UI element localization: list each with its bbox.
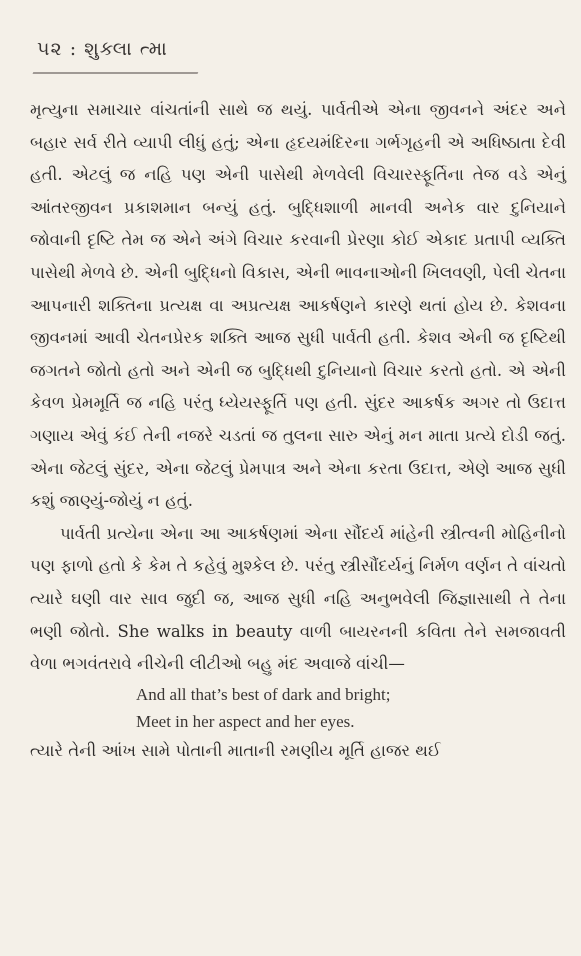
poem-quote — [30, 681, 566, 735]
quote-line: Meet in her aspect and her eyes. — [136, 711, 355, 731]
running-header — [37, 38, 168, 60]
page-number: ૫૨ — [37, 38, 63, 60]
paragraph: મૃત્યુના સમાચાર વાંચતાંની સાથે જ થયું. પાર્વતીએ એના જીવનને અંદર અને બહાર સર્વ રીતે વ્યાપી લીધું હતું; એના હૃદયમંદિરના ગર્ભગૃહની એ અધિષ્ઠાતા દેવી હતી. એટલું જ નહિ પણ એની પાસેથી મેળવેલી વિચારસ્ફૂર્તિના તેજ વડે એનું આંતરજીવન પ્રકાશમાન બન્યું હતું. બુદ્ધિશાળી માનવી અનેક વાર દુનિયાને જોવાની દૃષ્ટિ તેમ જ એને અંગે વિચાર કરવાની પ્રેરણા કોઈ એકાદ પ્રતાપી વ્યક્તિ પાસેથી મેળવે છે. એની બુદ્ધિનો વિકાસ, એની ભાવનાઓની ખિલવણી, પેલી ચેતના આપનારી શક્તિના પ્રત્યક્ષ વા અપ્રત્યક્ષ આકર્ષણને કારણે થતાં હોય છે. કેશવના જીવનમાં આવી ચેતનપ્રેરક શક્તિ આજ સુધી પાર્વતી હતી. કેશવ એની જ દૃષ્ટિથી જગતને જોતો હતો અને એની જ બુદ્ધિથી દુનિયાનો વિચાર કરતો હતો. એ એની કેવળ પ્રેમમૂર્તિ જ નહિ પરંતુ ધ્યેયસ્ફૂર્તિ પણ હતી. સુંદર આકર્ષક અગર તો ઉદાત્ત ગણાય એવું કંઈ તેની નજરે ચડતાં જ તુલના સારુ એનું મન માતા પ્રત્યે દોડી જતું. એના જેટલું સુંદર, એના જેટલું પ્રેમપાત્ર અને એના કરતા ઉદાત્ત, એણે આજ સુધી કશું જાણ્યું-જોયું ન હતું. — [30, 100, 566, 511]
paragraph-continuation: ત્યારે તેની આંખ સામે પોતાની માતાની રમણીય મૂર્તિ હાજર થઈ — [30, 740, 441, 760]
book-title: શુક્લા ત્મા — [84, 38, 168, 60]
paragraph: પાર્વતી પ્રત્યેના એના આ આકર્ષણમાં એના સૌંદર્ય માંહેની સ્ત્રીત્વની મોહિનીનો પણ ફાળો હતો કે કેમ તે કહેવું મુશ્કેલ છે. પરંતુ સ્ત્રીસૌંદર્યનું નિર્મળ વર્ણન તે વાંચતો ત્યારે ઘણી વાર સાવ જુદી જ, આજ સુધી નહિ અનુભવેલી જિજ્ઞાસાથી તે તેના ભણી જોતો. She walks in beauty વાળી બાયરનની કવિતા તેને સમજાવતી વેળા ભગવંતરાવે નીચેની લીટીઓ બહુ મંદ અવાજે વાંચી— — [30, 523, 566, 674]
header-underline — [33, 66, 201, 74]
page-body — [30, 94, 566, 767]
quote-line: And all that’s best of dark and bright; — [136, 684, 391, 704]
header-separator: : — [69, 38, 78, 60]
